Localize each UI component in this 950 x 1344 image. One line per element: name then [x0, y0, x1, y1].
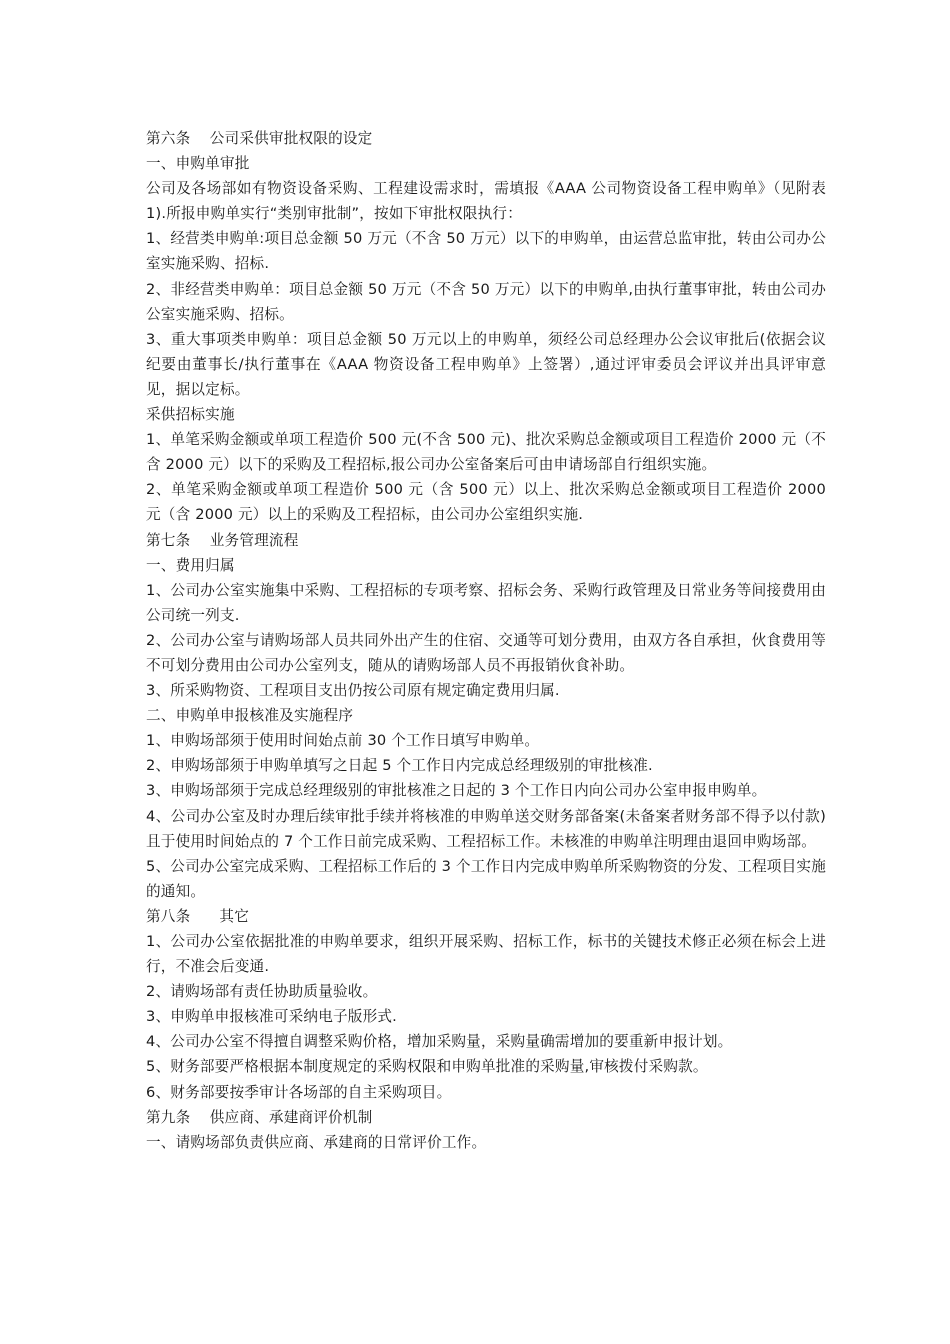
paragraph: 5、财务部要严格根据本制度规定的采购权限和申购单批准的采购量,审核拨付采购款。 [146, 1058, 708, 1076]
paragraph: 5、公司办公室完成采购、工程招标工作后的 3 个工作日内完成申购单所采购物资的分发、工程项目实施的通知。 [146, 857, 826, 900]
paragraph: 公司及各场部如有物资设备采购、工程建设需求时，需填报《AAA 公司物资设备工程申购单》（见附表 1).所报申购单实行“类别审批制”，按如下审批权限执行： [146, 180, 826, 223]
article-9-heading: 第九条 供应商、承建商评价机制 [146, 1108, 373, 1126]
paragraph: 2、公司办公室与请购场部人员共同外出产生的住宿、交通等可划分费用，由双方各自承担，伙食费用等不可划分费用由公司办公室列支，随从的请购场部人员不再报销伙食补助。 [146, 631, 826, 674]
paragraph: 2、单笔采购金额或单项工程造价 500 元（含 500 元）以上、批次采购总金额或项目工程造价 2000 元（含 2000 元）以上的采购及工程招标，由公司办公室组织实施. [146, 481, 826, 524]
article-6-heading: 第六条 公司采供审批权限的设定 [146, 130, 373, 147]
paragraph: 1、公司办公室实施集中采购、工程招标的专项考察、招标会务、采购行政管理及日常业务等间接费用由公司统一列支. [146, 581, 826, 624]
paragraph: 4、公司办公室不得擅自调整采购价格，增加采购量，采购量确需增加的要重新申报计划。 [146, 1033, 733, 1051]
article-7-heading: 第七条 业务管理流程 [146, 531, 299, 549]
paragraph: 2、申购场部须于申购单填写之日起 5 个工作日内完成总经理级别的审批核准. [146, 757, 653, 775]
section-heading: 二、申购单申报核准及实施程序 [146, 707, 354, 725]
paragraph: 3、申购场部须于完成总经理级别的审批核准之日起的 3 个工作日内向公司办公室申报申购单。 [146, 782, 767, 800]
section-heading: 采供招标实施 [146, 406, 235, 424]
paragraph: 3、申购单申报核准可采纳电子版形式. [146, 1008, 398, 1026]
paragraph: 1、公司办公室依据批准的申购单要求，组织开展采购、招标工作，标书的关键技术修正必须在标会上进行，不准会后变通. [146, 933, 826, 976]
document-body [146, 126, 826, 1155]
section-heading: 一、申购单审批 [146, 155, 250, 173]
paragraph: 1、经营类申购单:项目总金额 50 万元（不含 50 万元）以下的申购单，由运营总监审批，转由公司办公室实施采购、招标. [146, 230, 826, 273]
paragraph: 3、重大事项类申购单：项目总金额 50 万元以上的申购单，须经公司总经理办公会议审批后(依据会议纪要由董事长/执行董事在《AAA 物资设备工程申购单》上签署）,通过评审委员会评议并出具评审意见，据以定标。 [146, 330, 826, 398]
paragraph: 1、单笔采购金额或单项工程造价 500 元(不含 500 元)、批次采购总金额或项目工程造价 2000 元（不含 2000 元）以下的采购及工程招标,报公司办公室备案后可由申请场部自行组织实施。 [146, 431, 826, 474]
paragraph: 2、非经营类申购单：项目总金额 50 万元（不含 50 万元）以下的申购单,由执行董事审批，转由公司办公室实施采购、招标。 [146, 280, 826, 323]
paragraph: 1、申购场部须于使用时间始点前 30 个工作日填写申购单。 [146, 732, 540, 750]
paragraph: 6、财务部要按季审计各场部的自主采购项目。 [146, 1083, 452, 1101]
paragraph: 4、公司办公室及时办理后续审批手续并将核准的申购单送交财务部备案(未备案者财务部不得予以付款)且于使用时间始点的 7 个工作日前完成采购、工程招标工作。未核准的申购单注明理由退回申购场部。 [146, 807, 826, 850]
paragraph: 2、请购场部有责任协助质量验收。 [146, 983, 378, 1001]
section-heading: 一、请购场部负责供应商、承建商的日常评价工作。 [146, 1133, 487, 1151]
article-8-heading: 第八条 其它 [146, 907, 250, 925]
section-heading: 一、费用归属 [146, 556, 235, 574]
paragraph: 3、所采购物资、工程项目支出仍按公司原有规定确定费用归属. [146, 682, 560, 700]
